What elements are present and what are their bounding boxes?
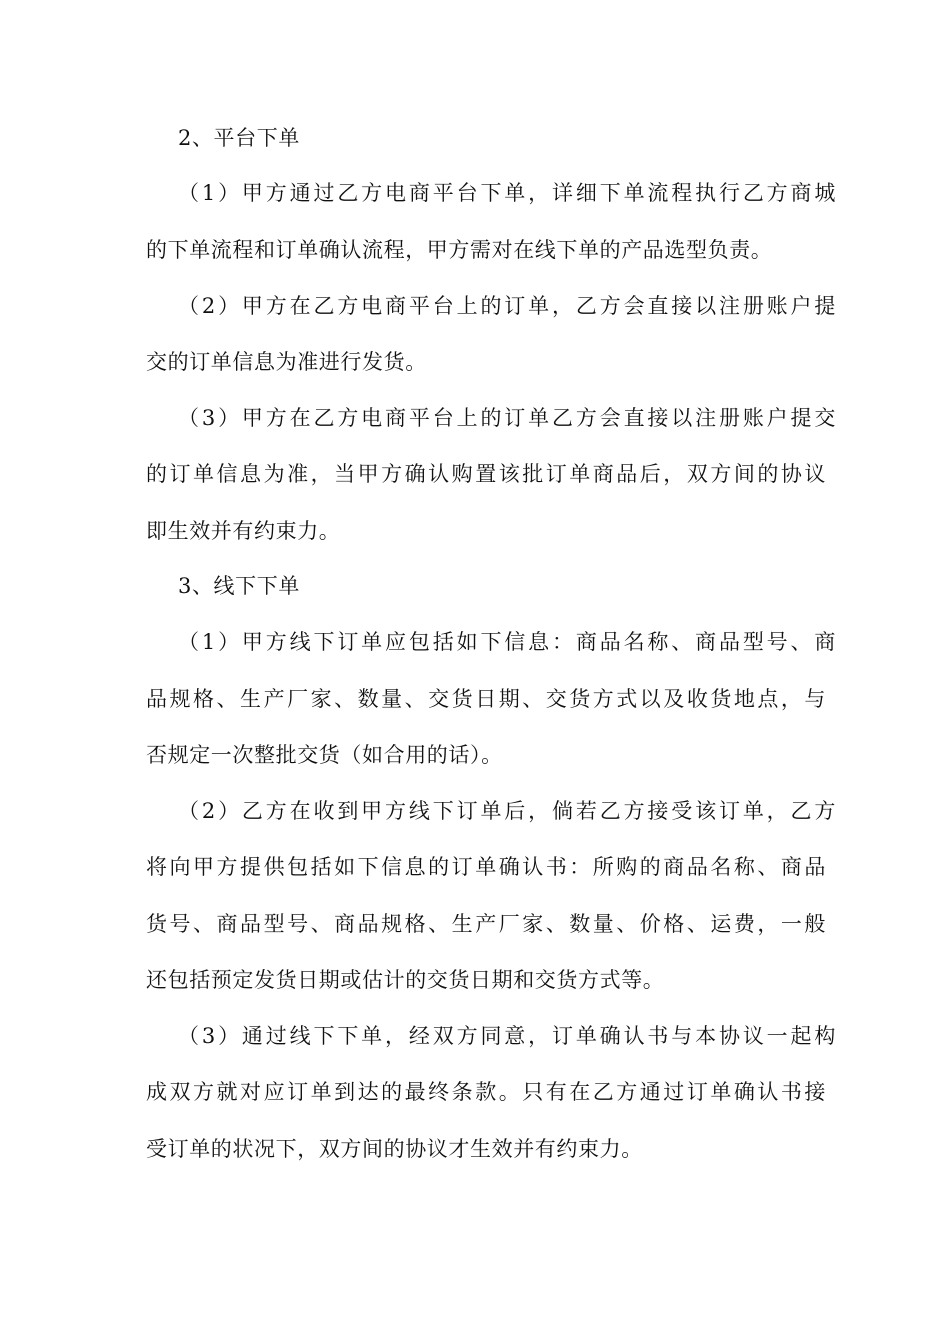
paragraph-line: 的下单流程和订单确认流程，甲方需对在线下单的产品选型负责。: [146, 238, 773, 262]
paragraph-line: （2）甲方在乙方电商平台上的订单，乙方会直接以注册账户提: [178, 294, 836, 318]
paragraph-line: （1）甲方线下订单应包括如下信息：商品名称、商品型号、商: [178, 630, 836, 654]
paragraph-line: （2）乙方在收到甲方线下订单后，倘若乙方接受该订单，乙方: [178, 799, 836, 823]
paragraph-line: 受订单的状况下，双方间的协议才生效并有约束力。: [146, 1137, 643, 1161]
paragraph-line: 品规格、生产厂家、数量、交货日期、交货方式以及收货地点，与: [146, 687, 826, 711]
paragraph-line: 的订单信息为准，当甲方确认购置该批订单商品后，双方间的协议: [146, 462, 826, 486]
paragraph-line: 交的订单信息为准进行发货。: [146, 350, 427, 374]
paragraph-line: （3）通过线下下单，经双方同意，订单确认书与本协议一起构: [178, 1024, 836, 1048]
paragraph-line: 将向甲方提供包括如下信息的订单确认书：所购的商品名称、商品: [146, 855, 826, 879]
paragraph-line: （3）甲方在乙方电商平台上的订单乙方会直接以注册账户提交: [178, 406, 836, 430]
section-heading-offline-order: 3、线下下单: [178, 574, 300, 598]
paragraph-line: 还包括预定发货日期或估计的交货日期和交货方式等。: [146, 968, 665, 992]
paragraph-line: 否规定一次整批交货（如合用的话）。: [146, 743, 503, 767]
paragraph-line: 即生效并有约束力。: [146, 519, 341, 543]
paragraph-line: （1）甲方通过乙方电商平台下单，详细下单流程执行乙方商城: [178, 181, 836, 205]
paragraph-line: 成双方就对应订单到达的最终条款。只有在乙方通过订单确认书接: [146, 1080, 826, 1104]
section-heading-platform-order: 2、平台下单: [178, 126, 300, 150]
paragraph-line: 货号、商品型号、商品规格、生产厂家、数量、价格、运费，一般: [146, 912, 826, 936]
